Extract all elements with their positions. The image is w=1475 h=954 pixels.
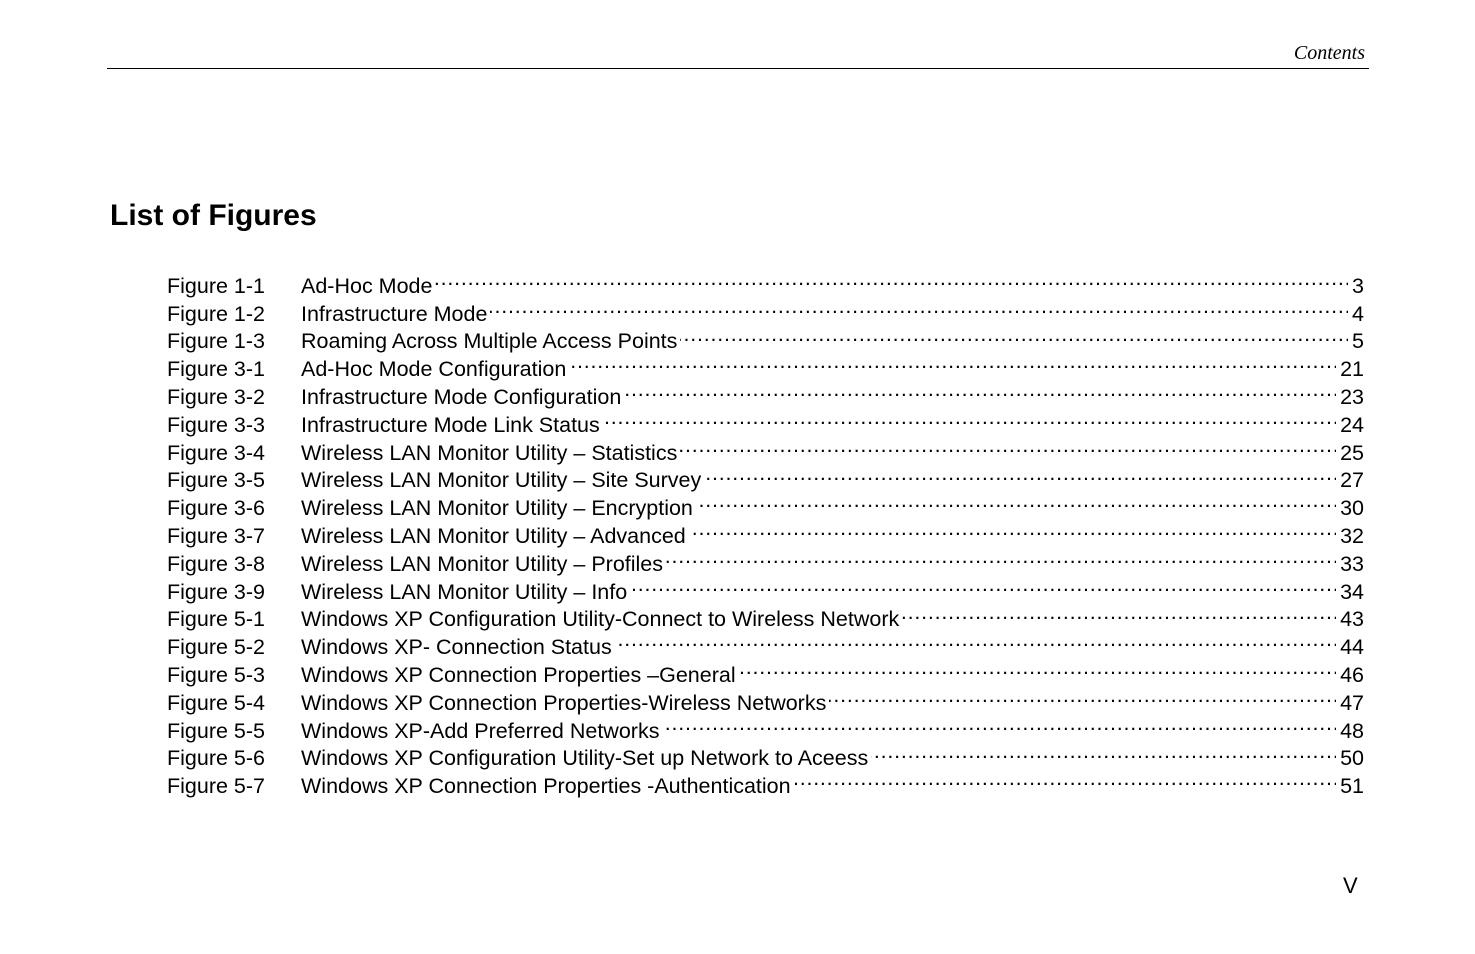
dot-leader: [794, 765, 1336, 793]
dot-leader: [630, 571, 1336, 599]
figure-title: Windows XP Connection Properties –General: [301, 662, 736, 687]
figure-label: Figure 3-9: [167, 579, 265, 604]
dot-leader: [662, 710, 1336, 738]
figure-label: Figure 3-5: [167, 468, 265, 493]
figure-label: Figure 3-3: [167, 412, 265, 437]
figure-title: Wireless LAN Monitor Utility – Info: [301, 579, 628, 604]
figure-page: 3: [1352, 273, 1364, 298]
figure-page: 32: [1340, 523, 1364, 548]
figure-page: 23: [1340, 384, 1364, 409]
figure-title: Windows XP Connection Properties -Authentication: [301, 774, 791, 799]
figure-title: Ad-Hoc Mode Configuration: [301, 357, 567, 382]
dot-leader: [680, 321, 1348, 349]
figure-title: Windows XP- Connection Status: [301, 635, 612, 660]
figure-page: 30: [1340, 496, 1364, 521]
figure-title: Windows XP-Add Preferred Networks: [301, 718, 660, 743]
figure-page: 43: [1340, 607, 1364, 632]
figure-label: Figure 5-7: [167, 774, 265, 799]
dot-leader: [435, 265, 1348, 293]
figure-title: Wireless LAN Monitor Utility – Encryption: [301, 496, 693, 521]
figure-title: Windows XP Connection Properties-Wireless Networks: [301, 690, 827, 715]
figure-label: Figure 5-5: [167, 718, 265, 743]
figure-title: Wireless LAN Monitor Utility – Advanced: [301, 523, 686, 548]
figure-page: 27: [1340, 468, 1364, 493]
dot-leader: [902, 599, 1336, 627]
figure-label: Figure 5-6: [167, 746, 265, 771]
figure-label: Figure 1-2: [167, 301, 265, 326]
figure-title: Windows XP Configuration Utility-Set up Network to Aceess: [301, 746, 869, 771]
dot-leader: [666, 543, 1336, 571]
figure-title: Windows XP Configuration Utility-Connect to Wireless Network: [301, 607, 900, 632]
figure-page: 21: [1340, 357, 1364, 382]
figure-label: Figure 5-3: [167, 662, 265, 687]
figure-page: 33: [1340, 551, 1364, 576]
figure-page: 34: [1340, 579, 1364, 604]
running-head-text: Contents: [1293, 42, 1365, 64]
figure-page: 25: [1340, 440, 1364, 465]
figure-page: 50: [1340, 746, 1364, 771]
figure-page: 24: [1340, 412, 1364, 437]
figure-title: Wireless LAN Monitor Utility – Site Survey: [301, 468, 702, 493]
figure-label: Figure 1-3: [167, 329, 265, 354]
figure-label: Figure 5-1: [167, 607, 265, 632]
figure-label: Figure 3-6: [167, 496, 265, 521]
figure-label: Figure 3-2: [167, 384, 265, 409]
figure-title: Infrastructure Mode Configuration: [301, 384, 622, 409]
dot-leader: [829, 682, 1336, 710]
figure-page: 48: [1340, 718, 1364, 743]
figure-page: 44: [1340, 635, 1364, 660]
page-title: List of Figures: [110, 199, 317, 232]
dot-leader: [615, 626, 1336, 654]
dot-leader: [603, 404, 1336, 432]
figure-title: Ad-Hoc Mode: [301, 273, 433, 298]
figure-title: Wireless LAN Monitor Utility – Statistics: [301, 440, 678, 465]
figure-label: Figure 3-7: [167, 523, 265, 548]
list-of-figures: [167, 265, 1364, 799]
figure-title: Wireless LAN Monitor Utility – Profiles: [301, 551, 664, 576]
figure-page: 5: [1352, 329, 1364, 354]
figure-label: Figure 5-4: [167, 690, 265, 715]
dot-leader: [871, 738, 1336, 766]
dot-leader: [704, 460, 1336, 488]
dot-leader: [689, 515, 1336, 543]
toc-entry[interactable]: [167, 265, 1364, 298]
dot-leader: [624, 376, 1336, 404]
figure-page: 46: [1340, 662, 1364, 687]
figure-page: 47: [1340, 690, 1364, 715]
dot-leader: [569, 348, 1336, 376]
running-head: [107, 40, 1369, 69]
figure-label: Figure 3-8: [167, 551, 265, 576]
page-number: V: [1343, 873, 1358, 898]
figure-title: Roaming Across Multiple Access Points: [301, 329, 678, 354]
figure-title: Infrastructure Mode: [301, 301, 488, 326]
figure-label: Figure 3-4: [167, 440, 265, 465]
figure-page: 51: [1340, 774, 1364, 799]
dot-leader: [739, 654, 1336, 682]
dot-leader: [680, 432, 1336, 460]
figure-label: Figure 3-1: [167, 357, 265, 382]
figure-page: 4: [1352, 301, 1364, 326]
figure-label: Figure 5-2: [167, 635, 265, 660]
dot-leader: [490, 293, 1348, 321]
figure-label: Figure 1-1: [167, 273, 265, 298]
figure-title: Infrastructure Mode Link Status: [301, 412, 600, 437]
dot-leader: [696, 487, 1336, 515]
